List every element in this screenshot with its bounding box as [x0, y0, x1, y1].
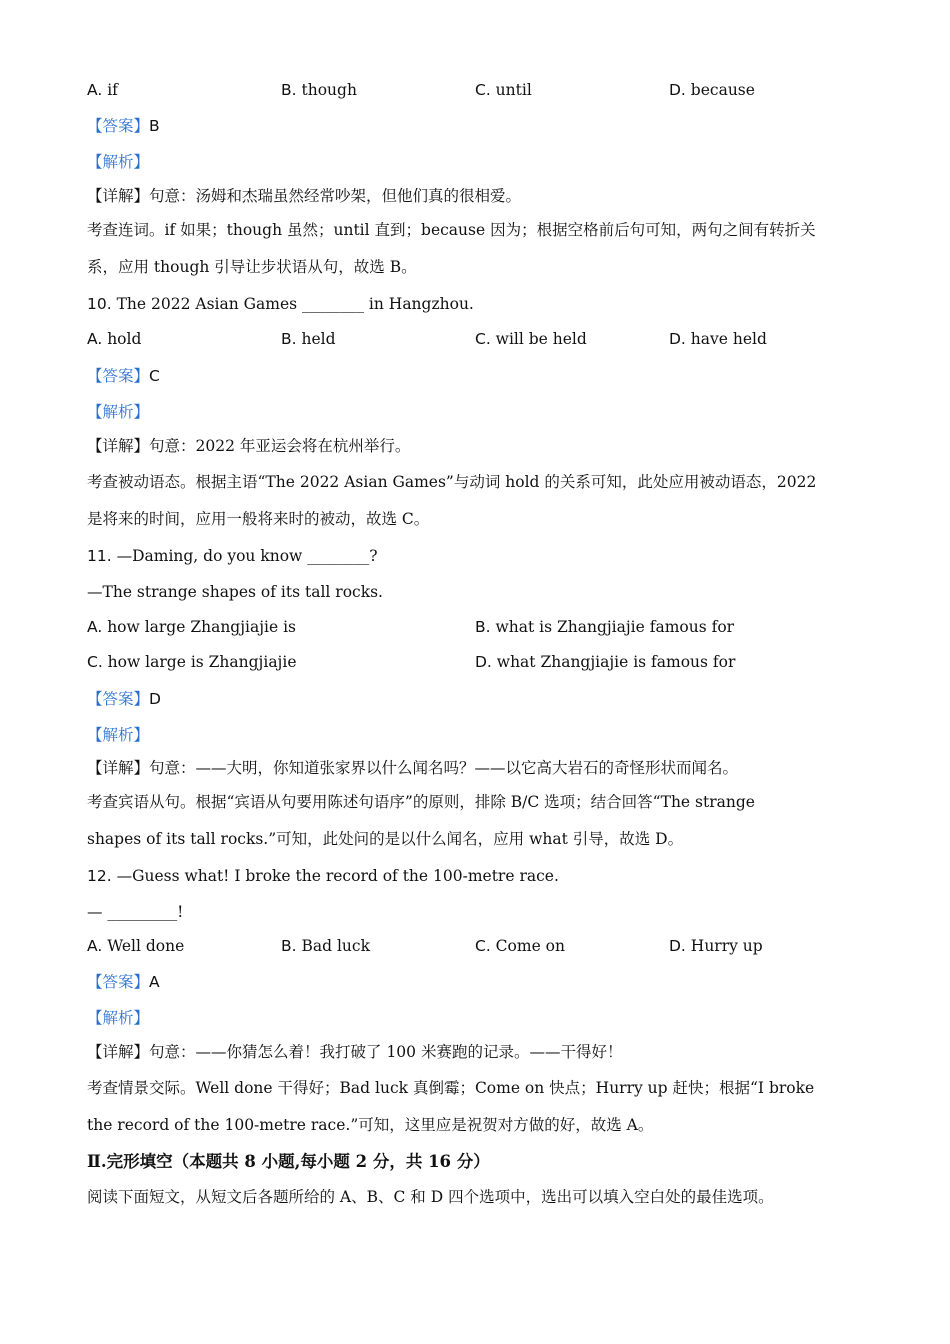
- q11-option-d: D. what Zhangjiajie is famous for: [475, 653, 736, 671]
- q10-analysis-tag: 【解析】: [87, 403, 150, 421]
- q9-explanation-line1: 考查连词。if 如果；though 虽然；until 直到；because 因为；根据空格前后句可知，两句之间有转折关: [87, 221, 816, 239]
- q9-option-b: B. though: [281, 81, 357, 99]
- q11-explanation-line1: 考查宾语从句。根据“宾语从句要用陈述句语序”的原则，排除 B/C 选项；结合回答“The strange: [87, 793, 755, 811]
- q11-analysis-tag: 【解析】: [87, 726, 150, 744]
- q11-explanation-line2: shapes of its tall rocks.”可知，此处问的是以什么闻名，应用 what 引导，故选 D。: [87, 830, 684, 848]
- q10-option-b: B. held: [281, 330, 336, 348]
- q12-explanation-line1: 考查情景交际。Well done 干得好；Bad luck 真倒霉；Come on 快点；Hurry up 赶快；根据“I broke: [87, 1079, 815, 1097]
- q9-answer: 【答案】B: [87, 117, 160, 135]
- q12-explanation-line2: the record of the 100-metre race.”可知，这里应是祝贺对方做的好，故选 A。: [87, 1116, 654, 1134]
- q11-detail: 【详解】句意：——大明，你知道张家界以什么闻名吗？——以它高大岩石的奇怪形状而闻名。: [87, 759, 739, 777]
- q11-option-a: A. how large Zhangjiajie is: [87, 618, 297, 636]
- q10-option-d: D. have held: [669, 330, 767, 348]
- q12-option-c: C. Come on: [475, 937, 565, 955]
- q10-explanation-line2: 是将来的时间，应用一般将来时的被动，故选 C。: [87, 510, 430, 528]
- q11-answer: 【答案】D: [87, 690, 161, 708]
- q9-analysis-tag: 【解析】: [87, 153, 150, 171]
- q9-option-d: D. because: [669, 81, 755, 99]
- q12-stem: 12. —Guess what! I broke the record of the 100-metre race.: [87, 867, 559, 885]
- q11-option-b: B. what is Zhangjiajie famous for: [475, 618, 735, 636]
- q10-detail: 【详解】句意：2022 年亚运会将在杭州举行。: [87, 437, 411, 455]
- q12-detail: 【详解】句意：——你猜怎么着！我打破了 100 米赛跑的记录。——干得好！: [87, 1043, 623, 1061]
- q9-detail: 【详解】句意：汤姆和杰瑞虽然经常吵架，但他们真的很相爱。: [87, 187, 522, 205]
- q10-option-c: C. will be held: [475, 330, 587, 348]
- q12-answer: 【答案】A: [87, 973, 160, 991]
- q10-stem: 10. The 2022 Asian Games ________ in Hangzhou.: [87, 295, 474, 313]
- q12-option-b: B. Bad luck: [281, 937, 370, 955]
- q11-option-c: C. how large is Zhangjiajie: [87, 653, 297, 671]
- section-heading: Ⅱ.完形填空（本题共 8 小题,每小题 2 分，共 16 分）: [87, 1152, 490, 1171]
- q12-reply: — _________!: [87, 903, 184, 921]
- q10-explanation-line1: 考查被动语态。根据主语“The 2022 Asian Games”与动词 hold 的关系可知，此处应用被动语态，2022: [87, 473, 817, 491]
- q10-answer: 【答案】C: [87, 367, 160, 385]
- q12-analysis-tag: 【解析】: [87, 1009, 150, 1027]
- q10-option-a: A. hold: [87, 330, 142, 348]
- q12-option-a: A. Well done: [87, 937, 185, 955]
- q11-stem: 11. —Daming, do you know ________?: [87, 547, 378, 565]
- q11-reply: —The strange shapes of its tall rocks.: [87, 583, 383, 601]
- q9-option-a: A. if: [87, 81, 118, 99]
- q9-explanation-line2: 系，应用 though 引导让步状语从句，故选 B。: [87, 258, 417, 276]
- q9-option-c: C. until: [475, 81, 532, 99]
- q12-option-d: D. Hurry up: [669, 937, 763, 955]
- section-instruction: 阅读下面短文，从短文后各题所给的 A、B、C 和 D 四个选项中，选出可以填入空白处的最佳选项。: [87, 1188, 774, 1206]
